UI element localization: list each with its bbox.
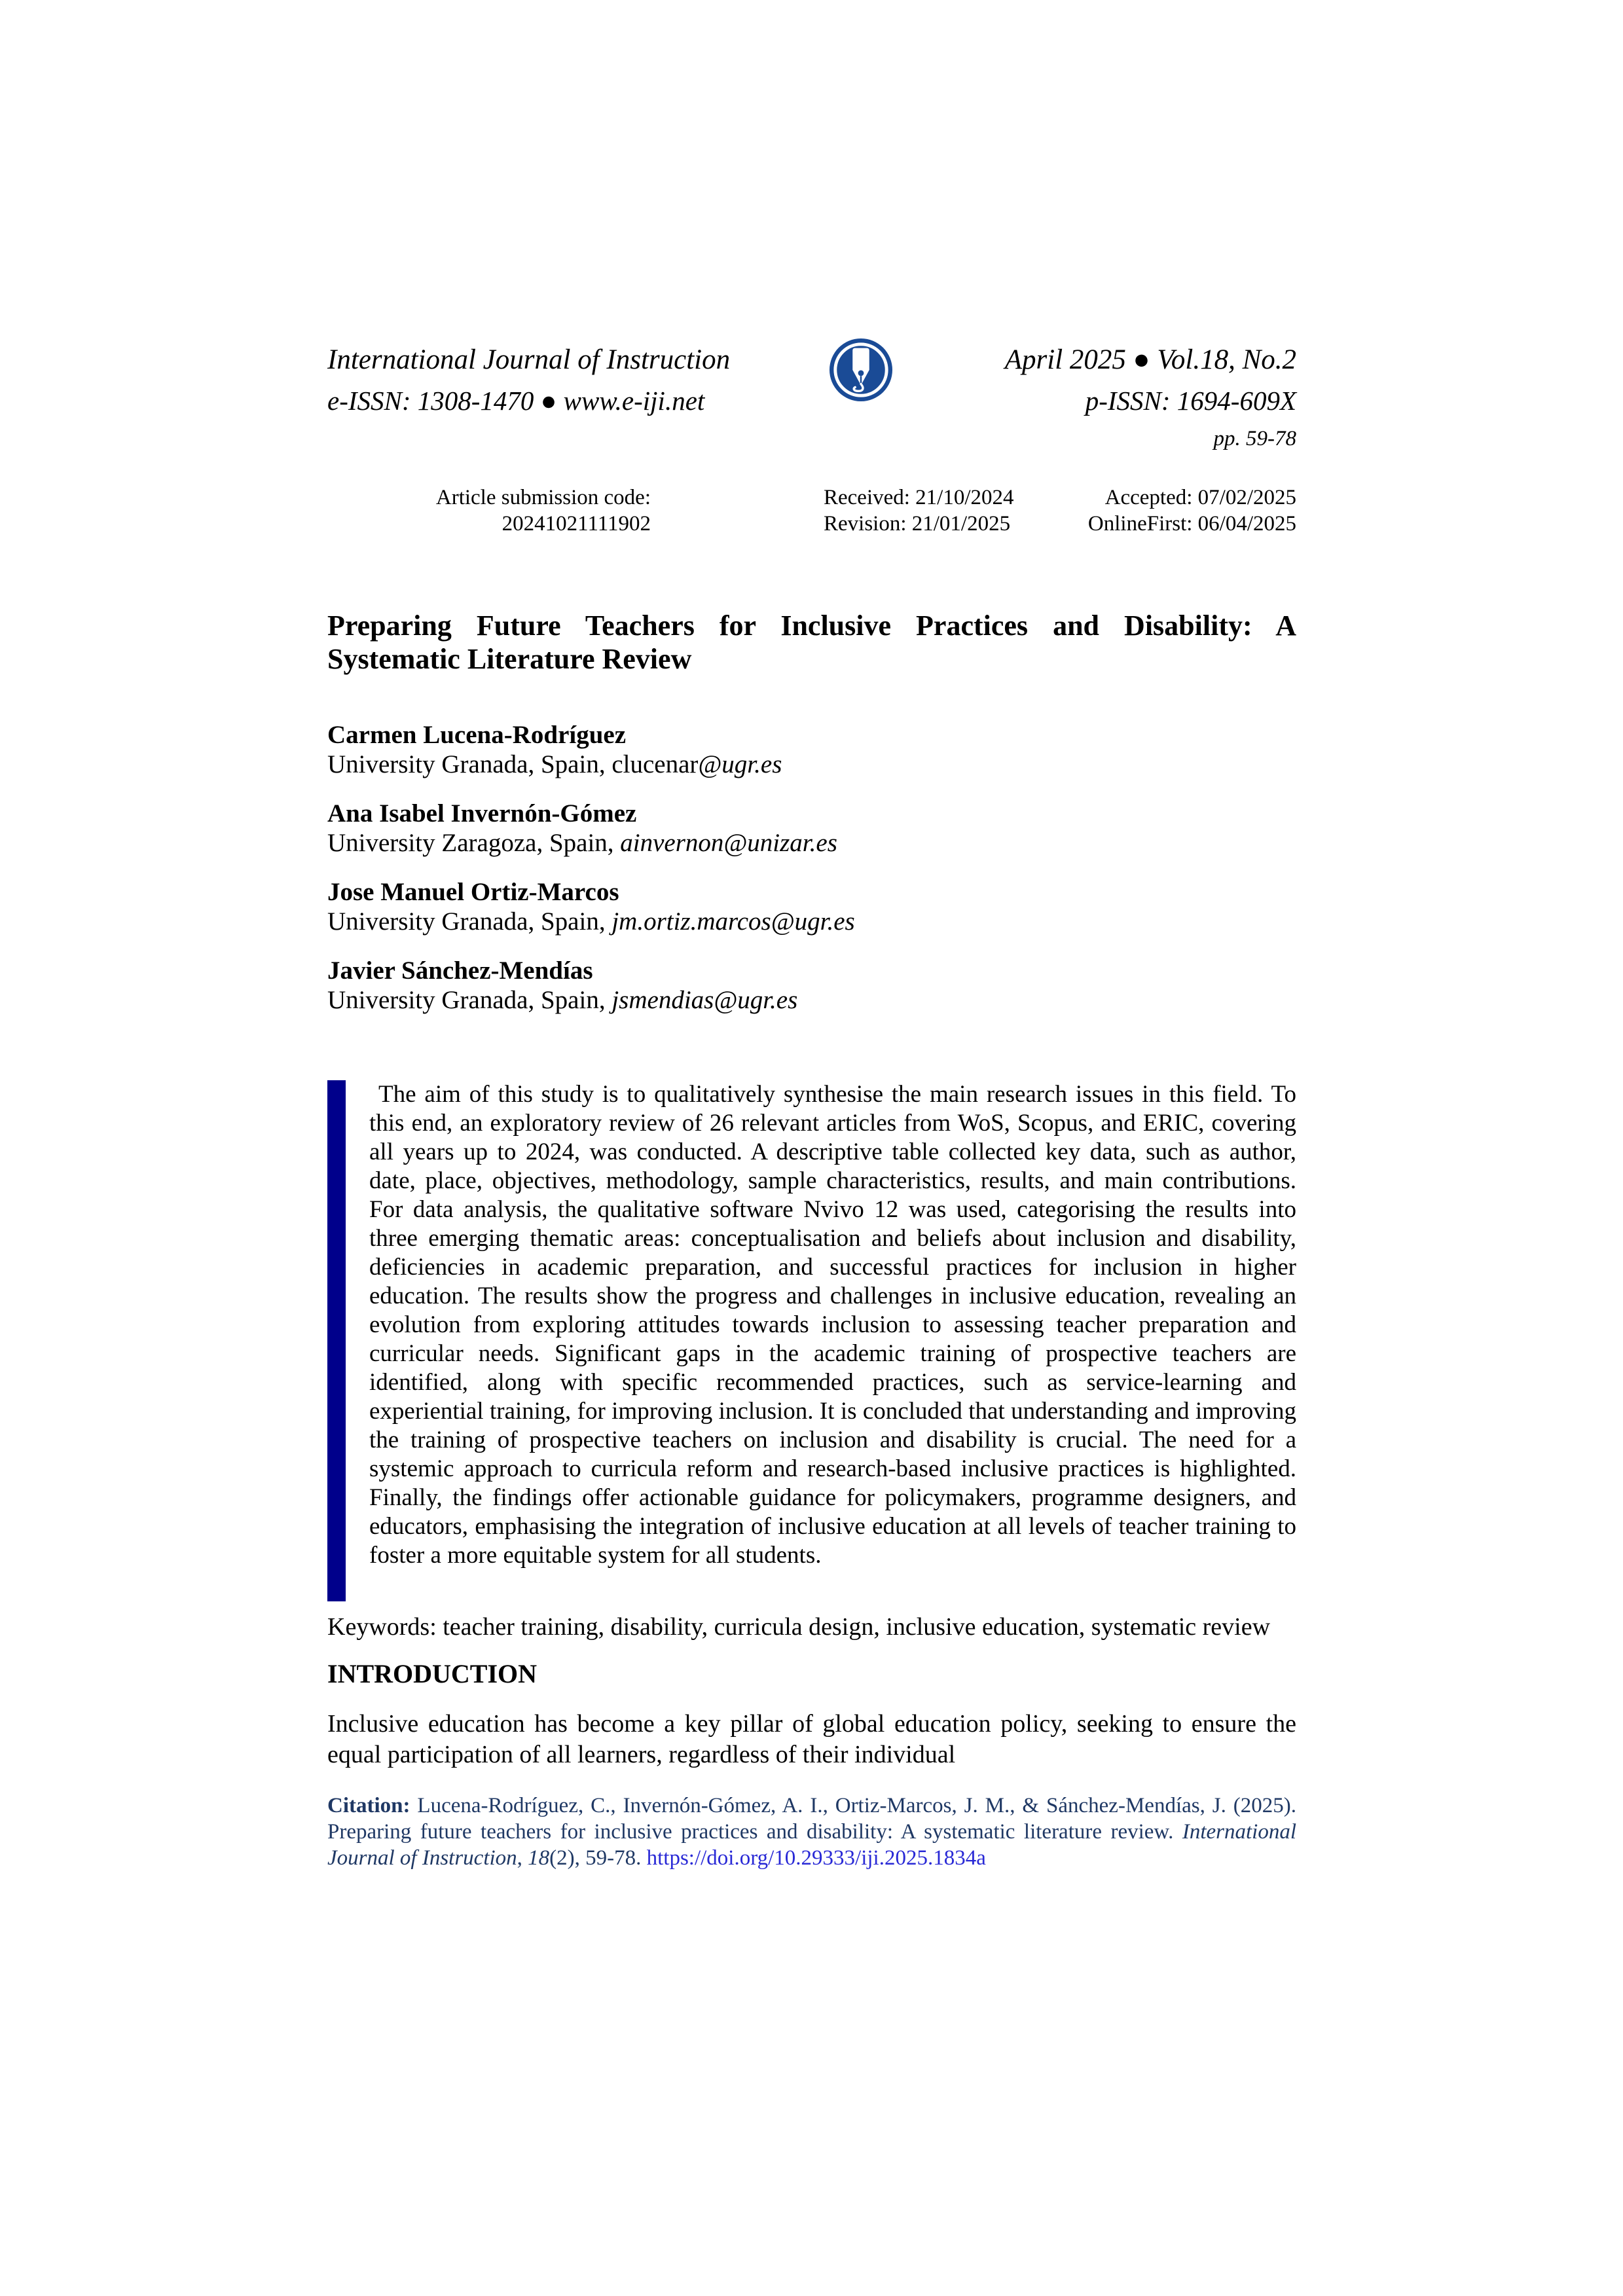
submission-info	[327, 484, 1296, 537]
author-affiliation	[327, 828, 1296, 858]
issue-line: April 2025 ● Vol.18, No.2	[1004, 344, 1296, 375]
affiliation-text: University Granada, Spain,	[327, 907, 612, 936]
received-revision-block	[824, 484, 1014, 537]
author-email: ainvernon@unizar.es	[620, 829, 837, 857]
article-title	[327, 609, 1296, 676]
citation-authors-text: Lucena-Rodríguez, C., Invernón-Gómez, A. I., Ortiz-Marcos, J. M., & Sánchez-Mendías, J. (2025). Preparing future teachers for inclusive practices and disability: A systematic literature review.	[327, 1794, 1297, 1844]
submission-code-label: Article submission code:	[435, 486, 651, 509]
author-affiliation	[327, 750, 1296, 779]
journal-pissn-line: p-ISSN: 1694-609X	[1085, 386, 1296, 416]
author-block	[327, 877, 1296, 936]
author-block	[327, 956, 1296, 1015]
abstract-block	[327, 1080, 1296, 1601]
article-title-line1: Preparing Future Teachers for Inclusive Practices and Disability: A	[327, 610, 1296, 642]
submission-code-value: 20241021111902	[501, 512, 651, 536]
journal-logo	[829, 338, 893, 402]
onlinefirst-date: OnlineFirst: 06/04/2025	[1087, 512, 1296, 536]
affiliation-text: University Granada, Spain,	[327, 986, 612, 1014]
journal-logo-icon	[829, 338, 893, 402]
article-title-line2: Systematic Literature Review	[327, 643, 692, 675]
abstract-text: The aim of this study is to qualitatively synthesise the main research issues in this field. To this end, an exploratory review of 26 relevant articles from WoS, Scopus, and ERIC, covering all years up to 2024, was conducted. A descriptive table collected key data, such as author, date, place, objectives, methodology, sample characteristics, results, and main contributions. For data analysis, the qualitative software Nvivo 12 was used, categorising the results into three emerging thematic areas: conceptualisation and beliefs about inclusion and disability, deficiencies in academic preparation, and successful practices for inclusion in higher education. The results show the progress and challenges in inclusive education, revealing an evolution from exploring attitudes towards inclusion to assessing teacher preparation and curricular needs. Significant gaps in the academic training of prospective teachers are identified, along with specific recommended practices, such as service-learning and experiential training, for improving inclusion. It is concluded that understanding and improving the training of prospective teachers on inclusion and disability is crucial. The need for a systemic approach to curricula reform and research-based inclusive practices is highlighted. Finally, the findings offer actionable guidance for policymakers, programme designers, and educators, emphasising the integration of inclusive education at all levels of teacher training to foster a more equitable system for all students.	[369, 1081, 1296, 1569]
citation-block	[327, 1793, 1296, 1871]
doi-link[interactable]: https://doi.org/10.29333/iji.2025.1834a	[646, 1846, 986, 1870]
citation-separator: ,	[517, 1846, 528, 1870]
citation-journal-name: International Journal of Instruction	[327, 1820, 1296, 1870]
author-email-plain: clucenar	[611, 750, 699, 778]
journal-eissn-line: e-ISSN: 1308-1470 ● www.e-iji.net	[327, 386, 705, 416]
revision-date: Revision: 21/01/2025	[824, 512, 1011, 536]
citation-volume: 18	[528, 1846, 550, 1870]
author-email: jm.ortiz.marcos@ugr.es	[611, 907, 855, 936]
citation-issue-pages: (2), 59-78.	[549, 1846, 647, 1870]
accepted-date: Accepted: 07/02/2025	[1104, 486, 1296, 509]
page-content	[327, 0, 1296, 1871]
author-email: @ugr.es	[698, 750, 782, 778]
author-affiliation	[327, 907, 1296, 936]
received-date: Received: 21/10/2024	[824, 486, 1014, 509]
keywords-line: Keywords: teacher training, disability, curricula design, inclusive education, systematic review	[327, 1613, 1271, 1641]
author-name: Carmen Lucena-Rodríguez	[327, 721, 627, 749]
journal-header	[327, 339, 1296, 452]
introduction-heading: INTRODUCTION	[327, 1659, 538, 1688]
affiliation-text: University Granada, Spain,	[327, 750, 612, 778]
citation-label: Citation:	[327, 1794, 418, 1817]
accepted-online-block	[1088, 484, 1296, 537]
author-block	[327, 720, 1296, 779]
journal-name: International Journal of Instruction	[327, 344, 731, 375]
introduction-paragraph: Inclusive education has become a key pillar of global education policy, seeking to ensure the equal participation of all learners, regardless of their individual	[327, 1710, 1296, 1768]
author-block	[327, 799, 1296, 858]
submission-code-block	[327, 484, 651, 537]
page-range: pp. 59-78	[1213, 427, 1296, 450]
author-affiliation	[327, 985, 1296, 1015]
journal-header-right	[1005, 339, 1296, 452]
author-name: Ana Isabel Invernón-Gómez	[327, 799, 637, 828]
author-email: jsmendias@ugr.es	[611, 986, 798, 1014]
author-name: Jose Manuel Ortiz-Marcos	[327, 878, 619, 906]
author-list	[327, 720, 1296, 1015]
journal-header-left	[327, 339, 730, 422]
affiliation-text: University Zaragoza, Spain,	[327, 829, 621, 857]
author-name: Javier Sánchez-Mendías	[327, 957, 593, 985]
